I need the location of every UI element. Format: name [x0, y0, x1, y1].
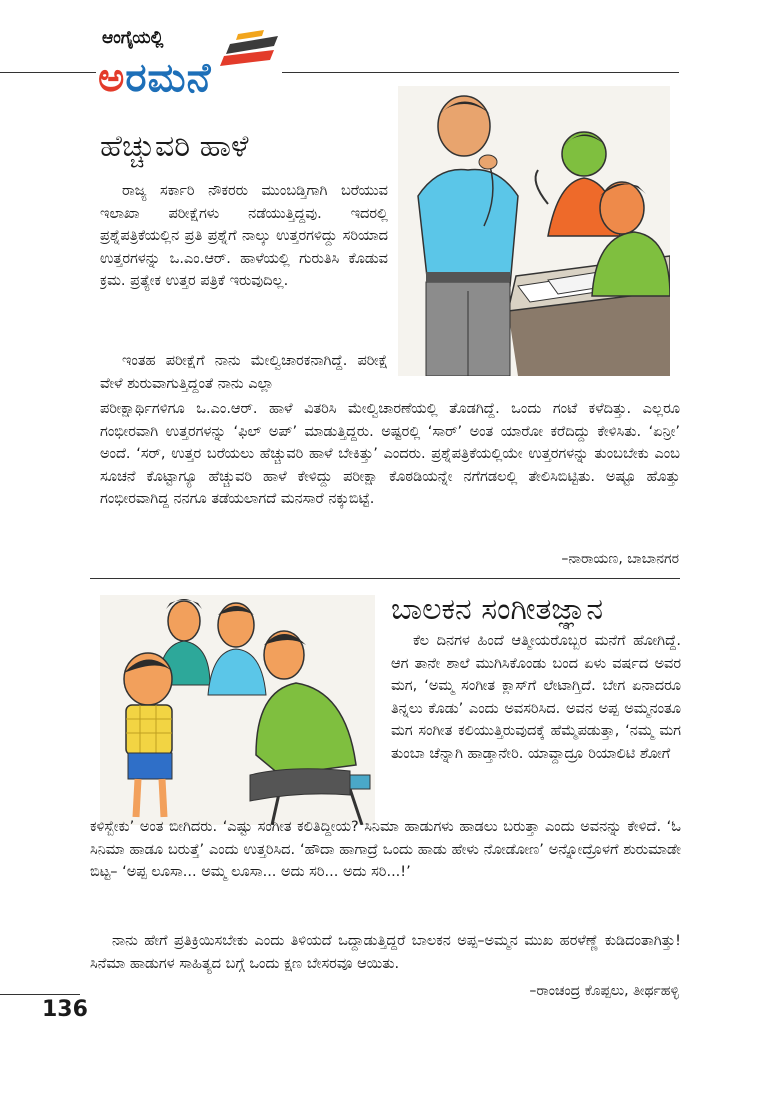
story1-paragraph-2-intro: ಇಂತಹ ಪರೀಕ್ಷೆಗೆ ನಾನು ಮೇಲ್ವಿಚಾರಕನಾಗಿದ್ದೆ. ಪರೀಕ್ಷೆ ವೇಳೆ ಶುರುವಾಗುತ್ತಿದ್ದಂತೆ ನಾನು ಎಲ್ಲಾ: [100, 353, 388, 392]
footer-rule: [0, 994, 80, 995]
story1-paragraph-2-body: ಪರೀಕ್ಷಾರ್ಥಿಗಳಿಗೂ ಒ.ಎಂ.ಆರ್. ಹಾಳೆ ವಿತರಿಸಿ ಮೇಲ್ವಿಚಾರಣೆಯಲ್ಲಿ ತೊಡಗಿದ್ದೆ. ಒಂದು ಗಂಟೆ ಕಳೆದಿತ್ತು. ಎಲ್ಲರೂ ಗಂಭೀರವಾಗಿ ಉತ್ತರಗಳನ್ನು ‘ಫಿಲ್ ಅಪ್’ ಮಾಡುತ್ತಿದ್ದರು. ಅಷ್ಟರಲ್ಲಿ ‘ಸಾರ್’ ಅಂತ ಯಾರೋ ಕರೆದಿದ್ದು ಕೇಳಿಸಿತು. ‘ಏನ್ರೀ’ ಅಂದೆ. ‘ಸರ್, ಉತ್ತರ ಬರೆಯಲು ಹೆಚ್ಚುವರಿ ಹಾಳೆ ಬೇಕಿತ್ತು’ ಎಂದರು. ಪ್ರಶ್ನೆಪತ್ರಿಕೆಯಲ್ಲಿಯೇ ಉತ್ತರಗಳನ್ನು ತುಂಬಬೇಕು ಎಂಬ ಸೂಚನೆ ಕೊಟ್ಟಾಗ್ಯೂ ಹೆಚ್ಚುವರಿ ಹಾಳೆ ಕೇಳಿದ್ದು ಪರೀಕ್ಷಾ ಕೊಠಡಿಯನ್ನೇ ನಗೆಗಡಲಲ್ಲಿ ತೇಲಿಸಿಬಿಟ್ಟಿತು. ಅಷ್ಟೂ ಹೊತ್ತು ಗಂಭೀರವಾಗಿದ್ದ ನನಗೂ ತಡೆಯಲಾಗದೆ ಮನಸಾರೆ ನಕ್ಕುಬಿಟ್ಟೆ.: [100, 401, 680, 507]
story2-title: ಬಾಲಕನ ಸಂಗೀತಜ್ಞಾನ: [391, 592, 604, 627]
story1-credit: –ನಾರಾಯಣ, ಬಾಬಾನಗರ: [561, 551, 679, 567]
logo-top-text: ಆಂಗೈಯಲ್ಲಿ: [102, 28, 164, 48]
story2-paragraph-1-intro: ಕೆಲ ದಿನಗಳ ಹಿಂದೆ ಆತ್ಮೀಯರೊಬ್ಬರ ಮನೆಗೆ ಹೋಗಿದ್ದೆ. ಆಗ ತಾನೇ ಶಾಲೆ ಮುಗಿಸಿಕೊಂಡು ಬಂದ ಏಳು ವರ್ಷದ ಅವರ ಮಗ, ‘ಅಮ್ಮ ಸಂಗೀತ ಕ್ಲಾಸ್‌ಗೆ ಲೇಟಾಗ್ತಿದೆ. ಬೇಗ ಏನಾದರೂ ತಿನ್ನಲು ಕೊಡು’ ಎಂದು ಅವಸರಿಸಿದ. ಅವನ ಅಪ್ಪ ಅಮ್ಮನಂತೂ ಮಗ ಸಂಗೀತ ಕಲಿಯುತ್ತಿರುವುದಕ್ಕೆ ಹೆಮ್ಮೆಪಡುತ್ತಾ, ‘ನಮ್ಮ ಮಗ ತುಂಬಾ ಚೆನ್ನಾಗಿ ಹಾಡ್ತಾನೇರಿ. ಯಾವ್ದಾದ್ರೂ ರಿಯಾಲಿಟಿ ಶೋಗೆ: [391, 633, 681, 762]
column-logo: [96, 24, 282, 108]
exam-hall-illustration: [398, 86, 670, 376]
logo-stripes-icon: [216, 30, 280, 70]
story-divider: [90, 578, 680, 579]
logo-main-part1: ಅ: [98, 55, 126, 101]
story1-paragraph-1: ರಾಜ್ಯ ಸರ್ಕಾರಿ ನೌಕರರು ಮುಂಬಡ್ತಿಗಾಗಿ ಬರೆಯುವ ಇಲಾಖಾ ಪರೀಕ್ಷೆಗಳು ನಡೆಯುತ್ತಿದ್ದವು. ಇದರಲ್ಲಿ ಪ್ರಶ್ನೆಪತ್ರಿಕೆಯಲ್ಲಿನ ಪ್ರತಿ ಪ್ರಶ್ನೆಗೆ ನಾಲ್ಕು ಉತ್ತರಗಳಿದ್ದು ಸರಿಯಾದ ಉತ್ತರಗಳನ್ನು ಒ.ಎಂ.ಆರ್. ಹಾಳೆಯಲ್ಲಿ ಗುರುತಿಸಿ ಕೊಡುವ ಕ್ರಮ. ಪ್ರತ್ಯೇಕ ಉತ್ತರ ಪತ್ರಿಕೆ ಇರುವುದಿಲ್ಲ.: [100, 183, 388, 289]
story2-paragraph-1-body: ಕಳಿಸ್ಬೇಕು’ ಅಂತ ಬೀಗಿದರು. ‘ಎಷ್ಟು ಸಂಗೀತ ಕಲಿತಿದ್ದೀಯ? ಸಿನಿಮಾ ಹಾಡುಗಳು ಹಾಡಲು ಬರುತ್ತಾ ಎಂದು ಅವನನ್ನು ಕೇಳಿದೆ. ‘ಓ ಸಿನಿಮಾ ಹಾಡೂ ಬರುತ್ತೆ’ ಎಂದು ಉತ್ತರಿಸಿದ. ‘ಹೌದಾ ಹಾಗಾದ್ರೆ ಒಂದು ಹಾಡು ಹೇಳು ನೋಡೋಣ’ ಅನ್ನೋದ್ರೊಳಗೆ ಶುರುಮಾಡೇ ಬಿಟ್ಟ– ‘ಅಪ್ಪ ಲೂಸಾ... ಅಮ್ಮ ಲೂಸಾ... ಅದು ಸರಿ... ಅದು ಸರಿ...!’: [90, 819, 681, 880]
story2-paragraph-2: ನಾನು ಹೇಗೆ ಪ್ರತಿಕ್ರಿಯಿಸಬೇಕು ಎಂದು ತಿಳಿಯದೆ ಒದ್ದಾಡುತ್ತಿದ್ದರೆ ಬಾಲಕನ ಅಪ್ಪ–ಅಮ್ಮನ ಮುಖ ಹರಳೆಣ್ಣೆ ಕುಡಿದಂತಾಗಿತ್ತು! ಸಿನೆಮಾ ಹಾಡುಗಳ ಸಾಹಿತ್ಯದ ಬಗ್ಗೆ ಒಂದು ಕ್ಷಣ ಬೇಸರವೂ ಆಯಿತು.: [90, 933, 681, 972]
story1-title: ಹೆಚ್ಚುವರಿ ಹಾಳೆ: [100, 129, 249, 164]
page-number: 136: [42, 997, 88, 1022]
story1-illustration: [398, 86, 670, 376]
masthead-rule-left: [0, 72, 96, 73]
family-illustration: [100, 595, 375, 825]
story2-illustration: [100, 595, 375, 825]
story2-credit: –ರಾಂಚಂದ್ರ ಕೊಪ್ಪಲು, ತೀರ್ಥಹಳ್ಳಿ: [529, 983, 679, 999]
masthead-rule-right: [282, 72, 679, 73]
logo-main-part2: ರಮನೆ: [125, 55, 212, 101]
logo-main-text: [98, 54, 211, 102]
